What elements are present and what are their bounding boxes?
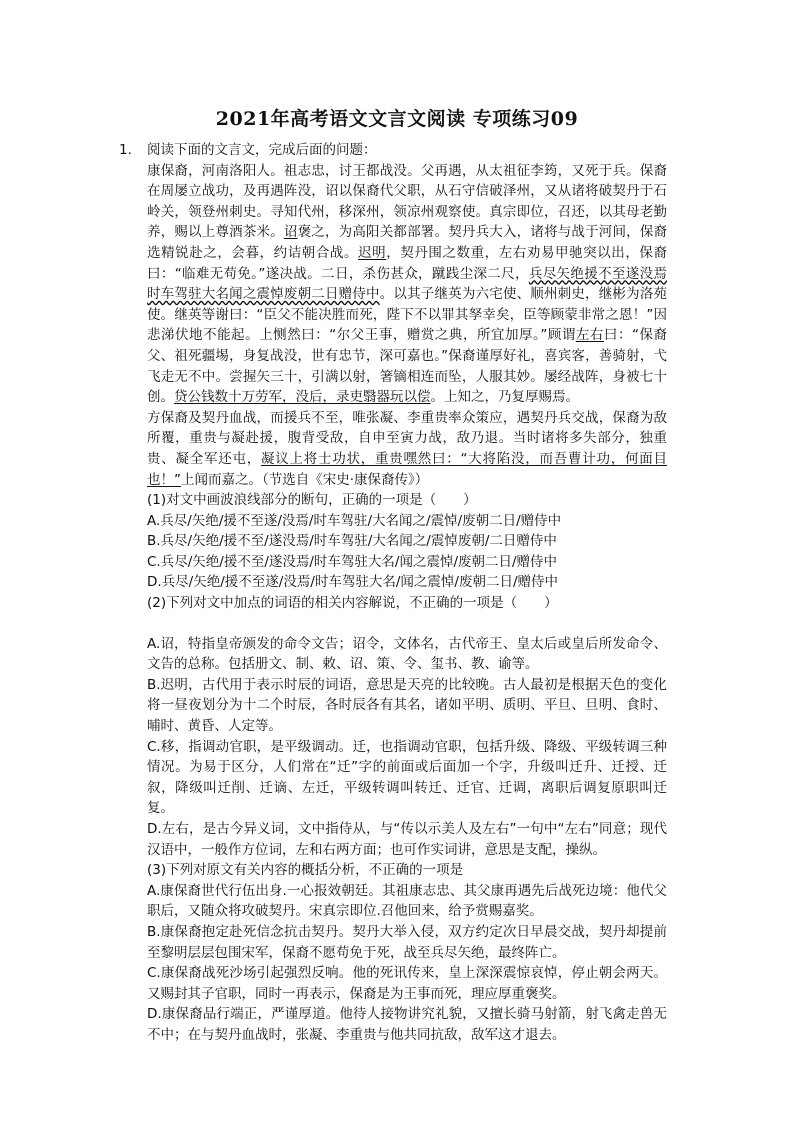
option-a: A.诏，特指皇帝颁发的命令文告；诏令，文体名，古代帝王、皇太后或皇后所发命令、文告的总称。包括册文、制、敕、诏、策、令、玺书、教、谕等。 — [147, 635, 667, 673]
question-1-stem: (1)对文中画波浪线部分的断句，正确的一项是（ ） — [147, 492, 477, 509]
passage-paragraph-2 — [147, 408, 667, 490]
question-2 — [147, 593, 667, 860]
passage — [147, 161, 667, 491]
option-b: B.兵尽/矢绝/援不至/遂没焉/时车驾驻/大名闻之/震悼废朝/二日赠侍中 — [147, 533, 557, 550]
blank-line — [147, 614, 667, 634]
option-c: C.兵尽/矢绝/援不至/遂没焉/时车驾驻大名/闻之震悼/废朝二日/赠侍中 — [147, 553, 558, 570]
option-d: D.左右，是古今异义词，文中指侍从，与“传以示美人及左右”一句中“左右”同意；现代汉语中，一般作方位词，左和右两方面；也可作实词讲，意思是支配，操纵。 — [147, 821, 667, 858]
instruction: 阅读下面的文言文，完成后面的问题： — [147, 142, 377, 158]
passage-text: 曰：“保裔父、祖死疆埸，身复战没，世有忠节，深可嘉也。”保裔谨厚好礼，喜宾客，善骑射，弋飞走无不中。尝握矢三十，引满以射，箸镝相连而坠，人服其妙。屡经战阵，身被七十创。 — [147, 327, 667, 406]
question-3 — [147, 860, 667, 1045]
question-3-options — [147, 881, 667, 1046]
question-2-stem: (2)下列对文中加点的词语的相关内容解说，不正确的一项是（ ） — [147, 595, 558, 612]
dotted-term-chiming: 迟明 — [358, 244, 387, 261]
dotted-term-zhao: 诏 — [283, 224, 298, 241]
passage-text: 康保裔，河南洛阳人。祖志忠，讨王都战没。父再遇，从太祖征李筠，又死于兵。保裔在周屡立战功，及再遇阵没，诏以保裔代父职，从石守信破泽州，又从诸将破契丹于石岭关，领登州刺史。寻知代州，移深州，领凉州观察使。真宗即位，召还，以其母老勤养，赐以上尊酒茶米。 — [147, 162, 667, 241]
passage-text: 。以其子继英为六宅使、顺州刺史，继彬为洛苑使。继英等谢曰：“臣父不能决胜而死，陛下不以罪其孥幸矣，臣等顾蒙非常之恩！”因悲涕伏地不能起。上恻然曰：“尔父王事，赠赏之典，所宜加厚。”顾谓 — [147, 286, 668, 344]
option-a: A.兵尽/矢绝/援不至遂/没焉/时车驾驻/大名闻之/震悼/废朝二日/赠侍中 — [147, 512, 562, 529]
passage-text: 。上知之，乃复厚赐焉。 — [430, 389, 579, 406]
document-title: 2021年高考语文文言文阅读 专项练习09 — [215, 108, 579, 130]
question-1-options — [147, 511, 667, 593]
question-number: 1. — [119, 142, 132, 158]
option-c: C.康保裔战死沙场引起强烈反响。他的死讯传来，皇上深深震惊哀悼，停止朝会两天。又赐封其子官职，同时一再表示，保裔是为王事而死，理应厚重褒奖。 — [147, 965, 667, 1002]
option-b: B.康保裔抱定赴死信念抗击契丹。契丹大举入侵，双方约定次日早晨交战，契丹却提前至黎明层层包围宋军，保裔不愿苟免于死，战至兵尽矢绝，最终阵亡。 — [147, 923, 667, 961]
passage-text: 方保裔及契丹血战，而援兵不至，唯张凝、李重贵率众策应，遇契丹兵交战，保裔为敌所覆，重贵与凝赴援，腹背受敌，自申至寅力战，敌乃退。当时诸将多失部分，独重贵、凝全军还屯， — [147, 409, 667, 467]
underlined-sentence-1: 贷公钱数十万劳军，没后，录吏翳器玩以偿 — [174, 389, 431, 406]
question-3-stem: (3)下列对原文有关内容的概括分析，不正确的一项是 — [147, 862, 464, 879]
passage-paragraph-1 — [147, 161, 667, 408]
option-c: C.移，指调动官职，是平级调动。迁，也指调动官职，包括升级、降级、平级转调三种情况。为易于区分，人们常在“迁”字的前面或后面加一个字，升级叫迁升、迁授、迁叙，降级叫迁削、迁谪、左迁，平级转调叫转迁、迁官、迁调，离职后调复原职叫迁复。 — [147, 738, 667, 817]
option-b: B.迟明，古代用于表示时辰的词语，意思是天亮的比较晚。古人最初是根据天色的变化将一昼夜划分为十二个时辰，各时辰各有其名，诸如平明、质明、平旦、旦明、食时、晡时、黄昏、人定等。 — [147, 676, 667, 735]
question-2-options — [147, 634, 667, 861]
question-1 — [147, 490, 667, 593]
question-body — [147, 140, 667, 1046]
dotted-term-zuoyou: 左右 — [575, 327, 604, 344]
option-d: D.兵尽/矢绝/援不至遂/没焉/时车驾驻大名/闻之震悼/废朝二日/赠侍中 — [147, 574, 559, 591]
passage-text: ，契丹围之数重，左右劝易甲驰突以出，保裔曰：“临难无苟免。”遂决战。二日，杀伤甚众，蹴践尘深二尺， — [147, 244, 668, 282]
passage-text: 上闻而嘉之。（节选自《宋史·康保裔传》） — [181, 471, 429, 488]
wavy-underlined-sentence: 兵尽矢绝援不至遂没焉时车驾驻大名闻之震悼废朝二日赠侍中 — [147, 265, 667, 303]
passage-text: 褒之，为高阳关都部署。契丹兵大入，诸将与战于河间，保裔选精锐赴之，会暮，约诘朝合战。 — [147, 224, 668, 261]
underlined-sentence-2: 凝议上将士功状，重贵嘿然曰：“大将陷没，而吾曹计功，何面目也！” — [147, 450, 667, 488]
option-a: A.康保裔世代行伍出身.一心报效朝廷。其祖康志忠、其父康再遇先后战死边境：他代父职后，又随众将攻破契丹。宋真宗即位.召他回来，给予赏赐嘉奖。 — [147, 882, 667, 920]
option-d: D.康保裔品行端正，严谨厚道。他待人接物讲究礼貌，又擅长骑马射箭，射飞禽走兽无不中；在与契丹血战时，张凝、李重贵与他共同抗敌，敌军这才退去。 — [147, 1006, 667, 1043]
